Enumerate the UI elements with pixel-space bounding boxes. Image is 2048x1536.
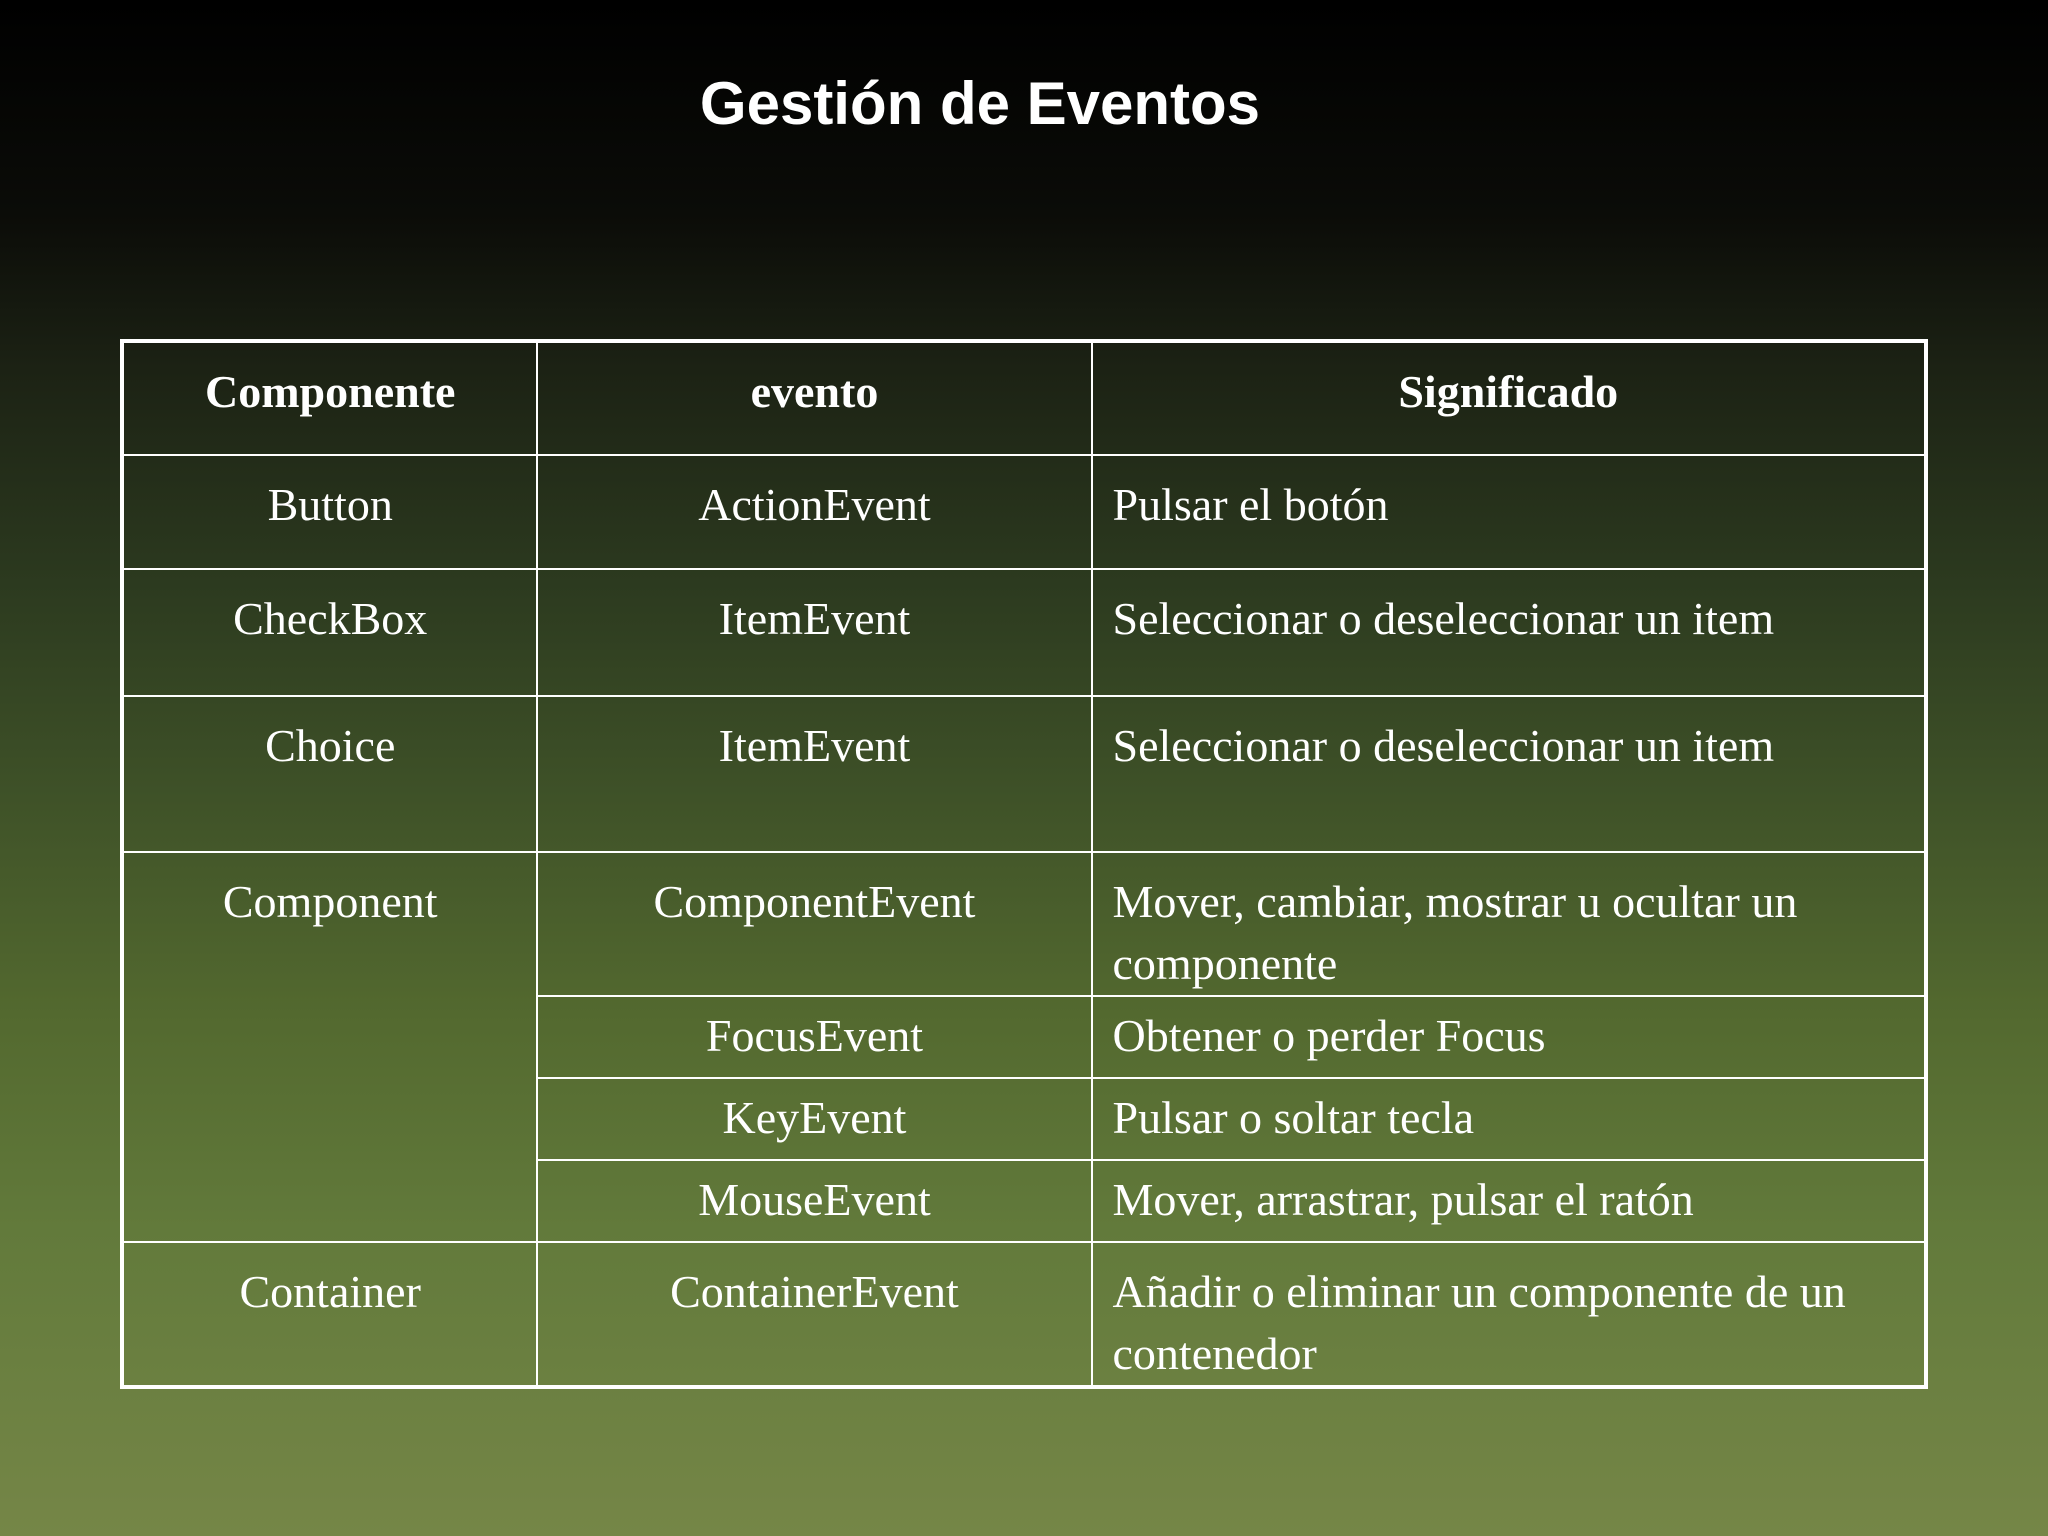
cell-component: CheckBox bbox=[122, 569, 537, 696]
cell-meaning: Seleccionar o deseleccionar un item bbox=[1092, 696, 1926, 852]
cell-meaning: Seleccionar o deseleccionar un item bbox=[1092, 569, 1926, 696]
cell-meaning: Pulsar o soltar tecla bbox=[1092, 1078, 1926, 1160]
header-componente: Componente bbox=[122, 341, 537, 455]
cell-event: ActionEvent bbox=[537, 455, 1091, 569]
table-row bbox=[122, 455, 1926, 569]
cell-event: ItemEvent bbox=[537, 696, 1091, 852]
cell-event: ContainerEvent bbox=[537, 1242, 1091, 1387]
cell-event: ComponentEvent bbox=[537, 852, 1091, 996]
cell-event: FocusEvent bbox=[537, 996, 1091, 1078]
table-row bbox=[122, 569, 1926, 696]
cell-component: Button bbox=[122, 455, 537, 569]
cell-event: ItemEvent bbox=[537, 569, 1091, 696]
cell-meaning: Añadir o eliminar un componente de un contenedor bbox=[1092, 1242, 1926, 1387]
table-row bbox=[122, 1242, 1926, 1387]
header-significado: Significado bbox=[1092, 341, 1926, 455]
cell-component: Container bbox=[122, 1242, 537, 1387]
cell-meaning: Mover, arrastrar, pulsar el ratón bbox=[1092, 1160, 1926, 1242]
header-evento: evento bbox=[537, 341, 1091, 455]
cell-event: KeyEvent bbox=[537, 1078, 1091, 1160]
cell-component: Choice bbox=[122, 696, 537, 852]
cell-component: Component bbox=[122, 852, 537, 1242]
table-header-row bbox=[122, 341, 1926, 455]
cell-meaning: Mover, cambiar, mostrar u ocultar un componente bbox=[1092, 852, 1926, 996]
events-table bbox=[120, 339, 1928, 1389]
slide-title: Gestión de Eventos bbox=[699, 70, 1261, 137]
cell-event: MouseEvent bbox=[537, 1160, 1091, 1242]
cell-meaning: Obtener o perder Focus bbox=[1092, 996, 1926, 1078]
cell-meaning: Pulsar el botón bbox=[1092, 455, 1926, 569]
table-row bbox=[122, 852, 1926, 996]
table-row bbox=[122, 696, 1926, 852]
